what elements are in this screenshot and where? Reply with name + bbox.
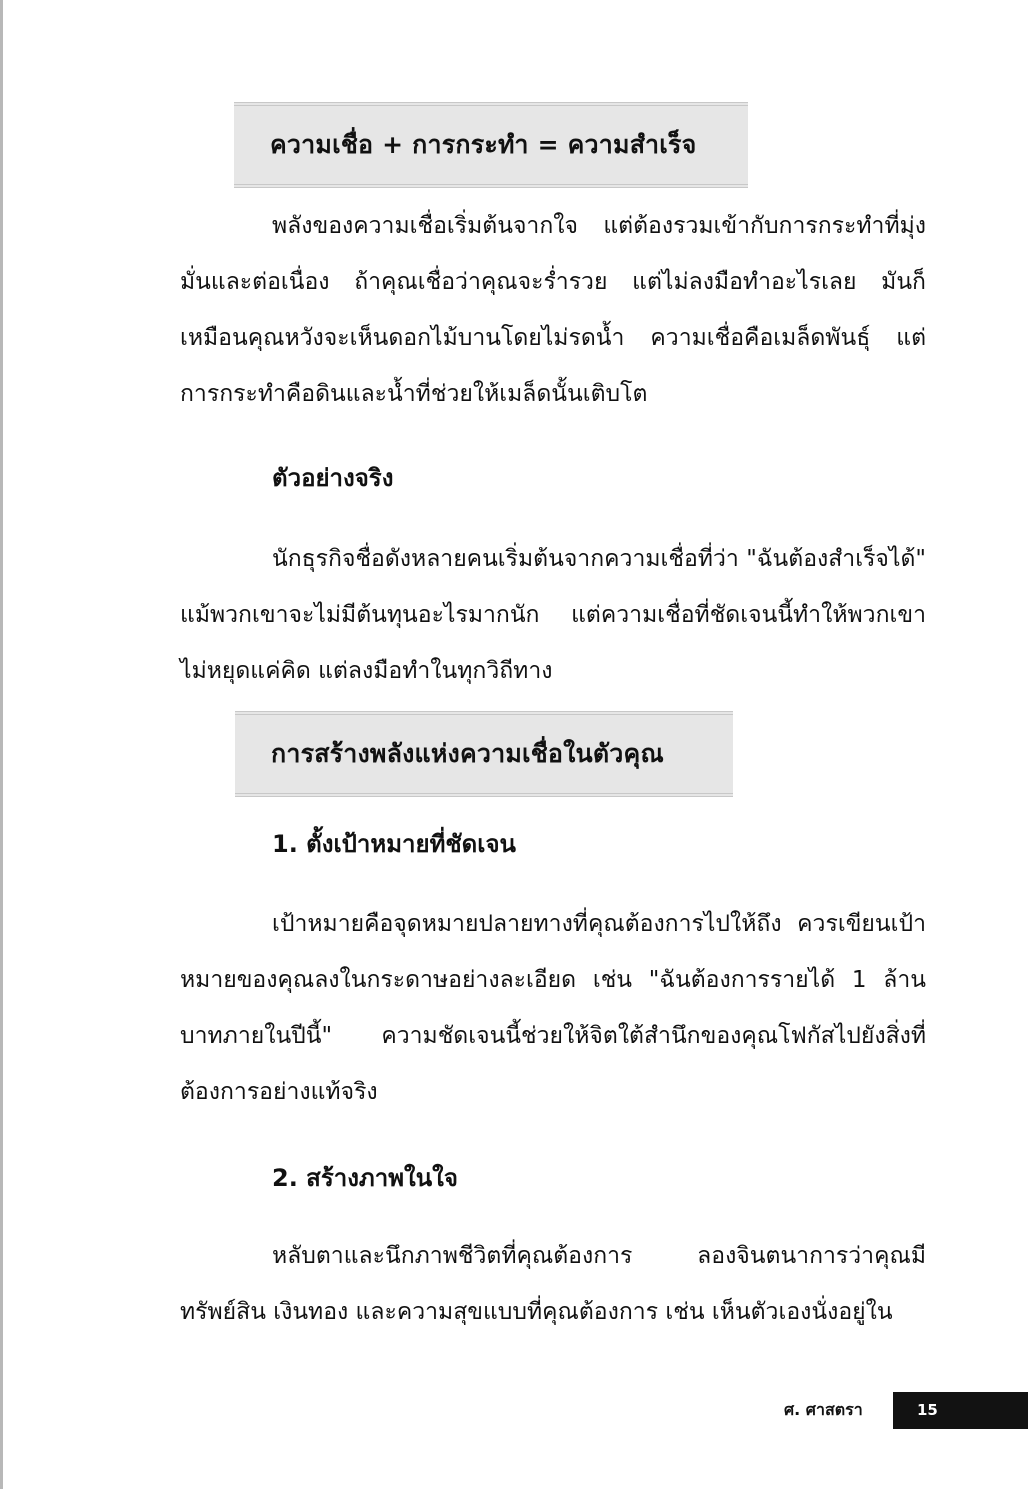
- paragraph-real-example: นักธุรกิจชื่อดังหลายคนเริ่มต้นจากความเชื่อที่ว่า "ฉันต้องสำเร็จได้" แม้พวกเขาจะไม่มีต้นทุนอะไรมากนัก แต่ความเชื่อที่ชัดเจนนี้ทำให้พวกเขาไม่หยุดแค่คิด แต่ลงมือทำในทุกวิถีทาง: [180, 546, 926, 684]
- section-heading-build-belief: การสร้างพลังแห่งความเชื่อในตัวคุณ: [235, 711, 733, 797]
- page-edge: [0, 0, 3, 1489]
- footer-author: ศ. ศาสตรา: [784, 1400, 863, 1419]
- step-2-heading: 2. สร้างภาพในใจ: [272, 1164, 458, 1192]
- page-number-badge: 15: [893, 1392, 1028, 1429]
- paragraph-belief-action: พลังของความเชื่อเริ่มต้นจากใจ แต่ต้องรวมเข้ากับการกระทำที่มุ่งมั่นและต่อเนื่อง ถ้าคุณเชื่อว่าคุณจะร่ำรวย แต่ไม่ลงมือทำอะไรเลย มันก็เหมือนคุณหวังจะเห็นดอกไม้บานโดยไม่รดน้ำ ความเชื่อคือเมล็ดพันธุ์ แต่การกระทำคือดินและน้ำที่ช่วยให้เมล็ดนั้นเติบโต: [180, 213, 926, 407]
- section-heading-belief-action: ความเชื่อ + การกระทำ = ความสำเร็จ: [234, 102, 748, 188]
- step-1-heading: 1. ตั้งเป้าหมายที่ชัดเจน: [272, 830, 516, 858]
- subheading-real-example: ตัวอย่างจริง: [272, 464, 394, 492]
- paragraph-set-goal: เป้าหมายคือจุดหมายปลายทางที่คุณต้องการไปให้ถึง ควรเขียนเป้าหมายของคุณลงในกระดาษอย่างละเอียด เช่น "ฉันต้องการรายได้ 1 ล้านบาทภายในปีนี้" ความชัดเจนนี้ช่วยให้จิตใต้สำนึกของคุณโฟกัสไปยังสิ่งที่ต้องการอย่างแท้จริง: [180, 911, 926, 1105]
- paragraph-visualize: หลับตาและนึกภาพชีวิตที่คุณต้องการ ลองจินตนาการว่าคุณมีทรัพย์สิน เงินทอง และความสุขแบบที่คุณต้องการ เช่น เห็นตัวเองนั่งอยู่ใน: [180, 1243, 926, 1325]
